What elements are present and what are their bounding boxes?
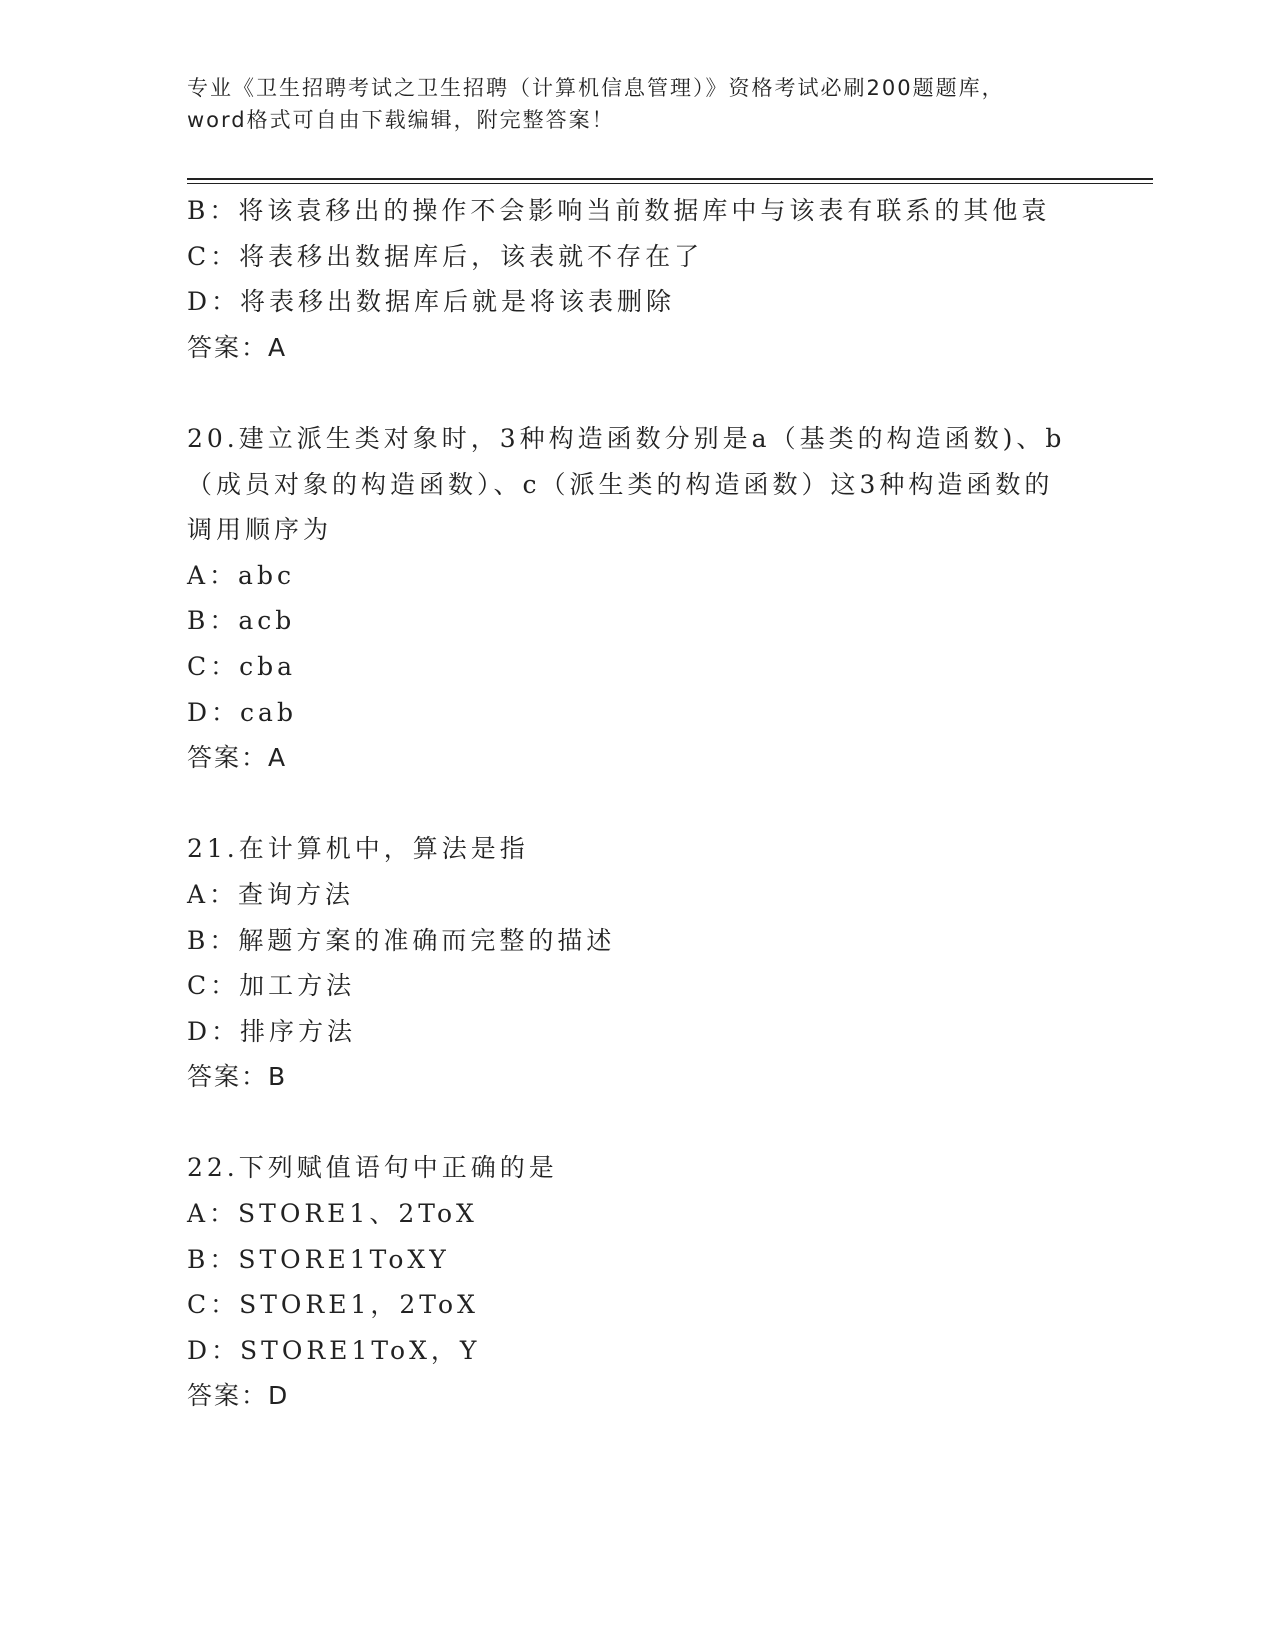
spacer <box>187 781 1147 827</box>
header-line-1: 专业《卫生招聘考试之卫生招聘（计算机信息管理）》资格考试必刷200题题库， <box>187 76 1005 100</box>
spacer <box>187 370 1147 416</box>
question-stem-line: 20.建立派生类对象时，3种构造函数分别是a（基类的构造函数)、b <box>187 423 1066 453</box>
answer-line: 答案：D <box>187 1381 290 1411</box>
option-b: B：将该袁移出的操作不会影响当前数据库中与该表有联系的其他袁 <box>187 196 1051 225</box>
answer-line: 答案：A <box>187 332 288 362</box>
header-line-2: word格式可自由下载编辑，附完整答案！ <box>187 108 615 132</box>
question-stem-line: 22.下列赋值语句中正确的是 <box>187 1153 558 1183</box>
option-a: A：STORE1、2ToX <box>187 1199 478 1229</box>
question-block-22 <box>187 1145 1147 1419</box>
option-a: A：查询方法 <box>187 879 355 909</box>
answer-line: 答案：B <box>187 1062 288 1092</box>
option-d: D：将表移出数据库后就是将该表删除 <box>187 287 676 317</box>
option-b: B：STORE1ToXY <box>187 1244 450 1274</box>
option-b: B：解题方案的准确而完整的描述 <box>187 925 616 955</box>
header-rule-thick <box>187 178 1153 180</box>
option-b: B：acb <box>187 606 296 636</box>
header-rule-thin <box>187 183 1153 184</box>
option-a: A：abc <box>187 560 295 590</box>
option-d: D：cab <box>187 697 297 727</box>
answer-line: 答案：A <box>187 743 288 773</box>
question-list <box>187 188 1147 1419</box>
option-c: C：将表移出数据库后，该表就不存在了 <box>187 241 704 271</box>
question-stem-line: （成员对象的构造函数）、c（派生类的构造函数）这3种构造函数的 <box>187 469 1054 499</box>
option-d: D：STORE1ToX，Y <box>187 1335 481 1365</box>
question-stem-line: 21.在计算机中，算法是指 <box>187 834 529 864</box>
document-header <box>187 72 1087 136</box>
question-block-20 <box>187 416 1147 781</box>
question-block-21 <box>187 826 1147 1100</box>
question-stem-line: 调用顺序为 <box>187 515 333 545</box>
question-block-19 <box>187 188 1147 370</box>
option-c: C：cba <box>187 651 297 681</box>
spacer <box>187 1100 1147 1146</box>
option-c: C：STORE1，2ToX <box>187 1290 479 1320</box>
option-d: D：排序方法 <box>187 1016 357 1046</box>
option-c: C：加工方法 <box>187 971 356 1001</box>
